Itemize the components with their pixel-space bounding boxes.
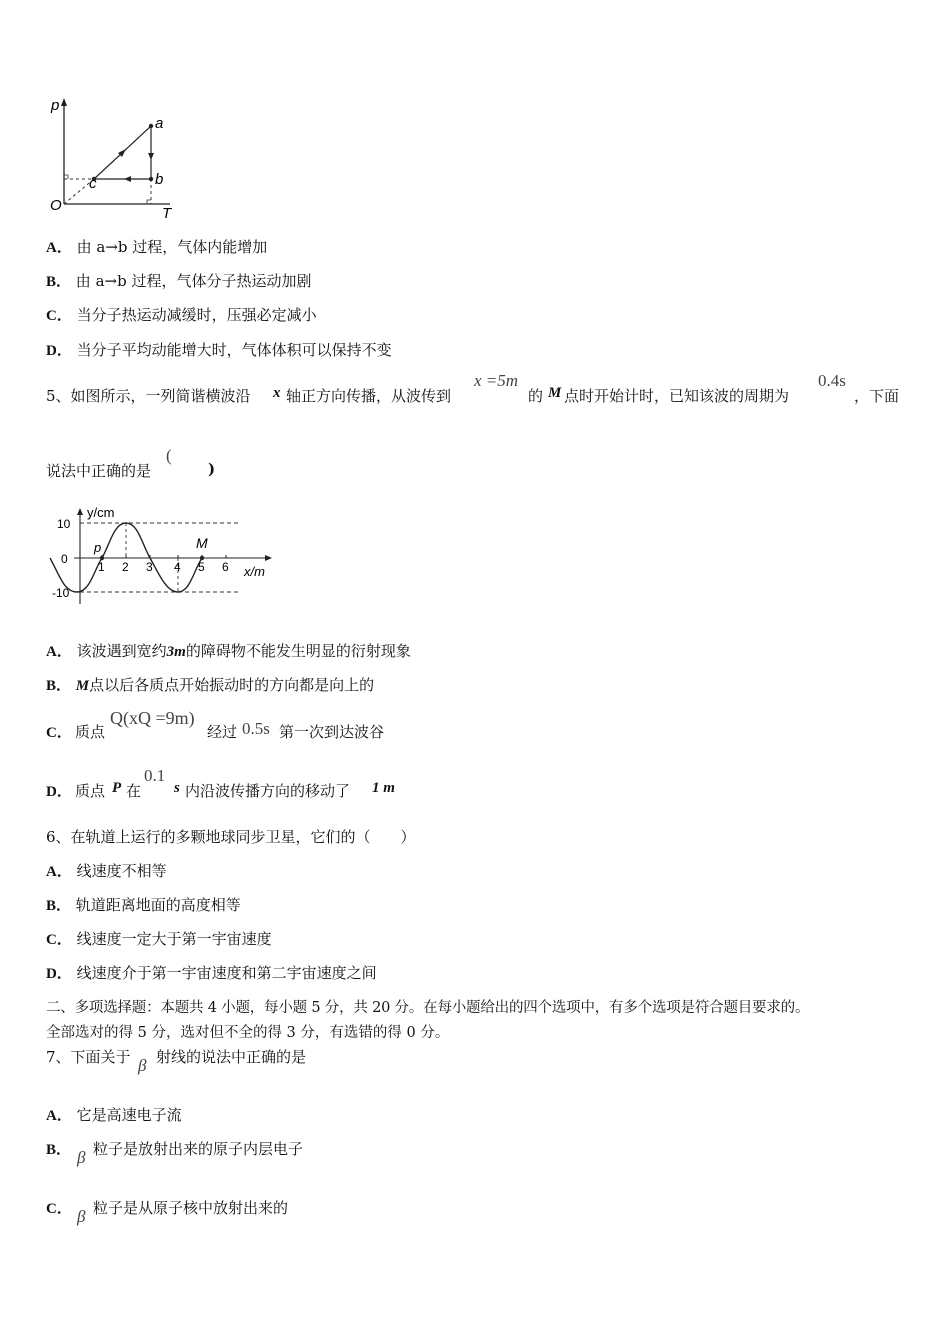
q5-option-b: B． M点以后各质点开始振动时的方向都是向上的 bbox=[46, 676, 375, 694]
wave-label-M: M bbox=[196, 535, 208, 551]
q5-stem-line2: 说法中正确的是 ( ) bbox=[46, 446, 216, 480]
origin-label: O bbox=[50, 197, 62, 214]
q7-stem: 7、下面关于 β 射线的说法中正确的是 bbox=[46, 1048, 307, 1075]
T-axis-label: T bbox=[162, 205, 172, 222]
point-c-label: c bbox=[89, 175, 97, 192]
q6-stem: 6、在轨道上运行的多颗地球同步卫星，它们的（ ） bbox=[46, 828, 416, 846]
wave-ylabel: y/cm bbox=[87, 505, 115, 520]
wave-graph bbox=[44, 500, 284, 612]
q6-option-b: B． 轨道距离地面的高度相等 bbox=[46, 896, 241, 914]
section2-line2: 全部选对的得 5 分，选对但不全的得 3 分，有选错的得 0 分。 bbox=[46, 1025, 450, 1041]
q6-option-d: D． 线速度介于第一宇宙速度和第二宇宙速度之间 bbox=[46, 964, 377, 982]
q5-option-a: A． 该波遇到宽约3m的障碍物不能发生明显的衍射现象 bbox=[46, 642, 411, 660]
wave-xtick-4: 4 bbox=[174, 560, 181, 574]
q7-option-b: B． β 粒子是放射出来的原子内层电子 bbox=[46, 1140, 304, 1167]
q7-option-a: A． 它是高速电子流 bbox=[46, 1106, 182, 1124]
wave-xtick-3: 3 bbox=[146, 560, 153, 574]
q4-option-b: B． 由 a→b 过程，气体分子热运动加剧 bbox=[46, 272, 312, 290]
wave-ytick-0: 0 bbox=[61, 552, 68, 566]
wave-xtick-2: 2 bbox=[122, 560, 129, 574]
wave-ytick-10: 10 bbox=[57, 517, 71, 531]
wave-xtick-1: 1 bbox=[98, 560, 105, 574]
q6-option-c: C． 线速度一定大于第一宇宙速度 bbox=[46, 930, 272, 948]
q5-option-c: C． 质点 Q(xQ =9m) 经过 0.5s 第一次到达波谷 bbox=[46, 708, 385, 741]
wave-label-p: p bbox=[94, 540, 102, 555]
q7-option-c: C． β 粒子是从原子核中放射出来的 bbox=[46, 1199, 289, 1226]
pT-graph bbox=[44, 96, 184, 224]
wave-xtick-5: 5 bbox=[198, 560, 205, 574]
wave-xlabel: x/m bbox=[244, 564, 265, 579]
q6-option-a: A． 线速度不相等 bbox=[46, 862, 167, 880]
point-a-label: a bbox=[155, 115, 164, 132]
q4-option-a: A． 由 a→b 过程，气体内能增加 bbox=[46, 238, 268, 256]
p-axis-label: p bbox=[51, 97, 60, 114]
point-b-label: b bbox=[155, 171, 164, 188]
q4-option-c: C． 当分子热运动减缓时，压强必定减小 bbox=[46, 306, 317, 324]
wave-ytick-neg10: -10 bbox=[52, 586, 70, 600]
wave-xtick-6: 6 bbox=[222, 560, 229, 574]
q5-option-d: D． 质点 P 在 0.1 s 内沿波传播方向的移动了 1 m bbox=[46, 766, 395, 800]
q4-option-d: D． 当分子平均动能增大时，气体体积可以保持不变 bbox=[46, 341, 392, 359]
section2-line1: 二、多项选择题：本题共 4 小题，每小题 5 分，共 20 分。在每小题给出的四个选项中，有多个选项是符合题目要求的。 bbox=[46, 1000, 810, 1016]
